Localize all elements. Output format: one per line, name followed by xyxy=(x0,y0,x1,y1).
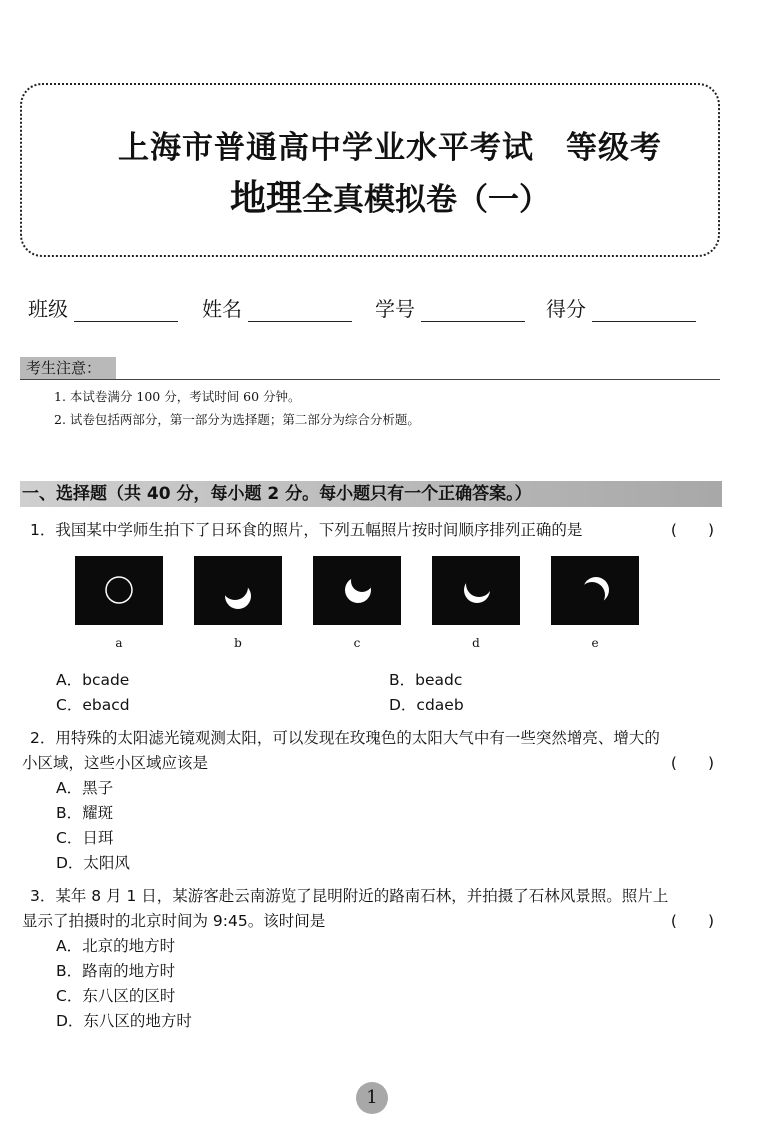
eclipse-photo-b xyxy=(194,556,282,625)
notice-item: 1. 本试卷满分 100 分，考试时间 60 分钟。 xyxy=(54,389,301,404)
option-b[interactable]: B．路南的地方时 xyxy=(56,962,176,980)
name-label: 姓名 xyxy=(202,297,242,321)
eclipse-photo-a xyxy=(75,556,163,625)
subject-name: 地理 xyxy=(229,178,302,219)
score-blank[interactable] xyxy=(592,301,696,322)
option-d[interactable]: D．cdaeb xyxy=(389,696,464,714)
photo-label: c xyxy=(353,636,361,650)
answer-paren-2: ( ) xyxy=(670,754,714,772)
student-id-field[interactable] xyxy=(375,293,525,322)
eclipse-photo-c xyxy=(313,556,401,625)
option-c[interactable]: C．东八区的区时 xyxy=(56,987,176,1005)
eclipse-photo-d xyxy=(432,556,520,625)
answer-paren-1: ( ) xyxy=(670,521,714,539)
photo-label: b xyxy=(234,636,242,650)
photo-label: a xyxy=(115,636,123,650)
option-a[interactable]: A．bcade xyxy=(56,671,130,689)
option-a[interactable]: A．黑子 xyxy=(56,779,114,797)
notice-divider xyxy=(20,379,720,380)
student-info-row xyxy=(28,293,728,325)
question-2-stem: 2．用特殊的太阳滤光镜观测太阳，可以发现在玫瑰色的太阳大气中有一些突然增亮、增大的 xyxy=(30,729,660,747)
section-heading: 一、选择题（共 40 分，每小题 2 分。每小题只有一个正确答案。） xyxy=(20,481,722,507)
exam-title: 上海市普通高中学业水平考试 等级考 xyxy=(118,130,662,166)
option-a[interactable]: A．北京的地方时 xyxy=(56,937,176,955)
option-c[interactable]: C．日珥 xyxy=(56,829,114,847)
question-3-stem-cont: 显示了拍摄时的北京时间为 9:45。该时间是 xyxy=(22,912,326,930)
question-2-stem-cont: 小区域，这些小区域应该是 xyxy=(22,754,209,772)
option-c[interactable]: C．ebacd xyxy=(56,696,130,714)
option-d[interactable]: D．东八区的地方时 xyxy=(56,1012,192,1030)
notice-item: 2. 试卷包括两部分，第一部分为选择题；第二部分为综合分析题。 xyxy=(54,412,420,427)
question-3-stem: 3．某年 8 月 1 日，某游客赴云南游览了昆明附近的路南石林，并拍摄了石林风景照。照片上 xyxy=(30,887,669,905)
option-b[interactable]: B．耀斑 xyxy=(56,804,114,822)
student-id-label: 学号 xyxy=(375,297,415,321)
class-blank[interactable] xyxy=(74,301,178,322)
class-label: 班级 xyxy=(28,297,68,321)
photo-label: d xyxy=(472,636,480,650)
exam-subtitle xyxy=(0,170,780,221)
page-number: 1 xyxy=(356,1082,388,1114)
score-label: 得分 xyxy=(546,297,586,321)
paper-name: 全真模拟卷（一） xyxy=(302,182,550,218)
name-blank[interactable] xyxy=(248,301,352,322)
student-id-blank[interactable] xyxy=(421,301,525,322)
notice-heading: 考生注意： xyxy=(20,357,116,379)
answer-paren-3: ( ) xyxy=(670,912,714,930)
option-d[interactable]: D．太阳风 xyxy=(56,854,130,872)
class-field[interactable] xyxy=(28,293,178,322)
question-1-stem: 1．我国某中学师生拍下了日环食的照片，下列五幅照片按时间顺序排列正确的是 xyxy=(30,521,583,539)
eclipse-photo-e xyxy=(551,556,639,625)
score-field[interactable] xyxy=(546,293,696,322)
photo-label: e xyxy=(591,636,599,650)
option-b[interactable]: B．beadc xyxy=(389,671,463,689)
name-field[interactable] xyxy=(202,293,352,322)
